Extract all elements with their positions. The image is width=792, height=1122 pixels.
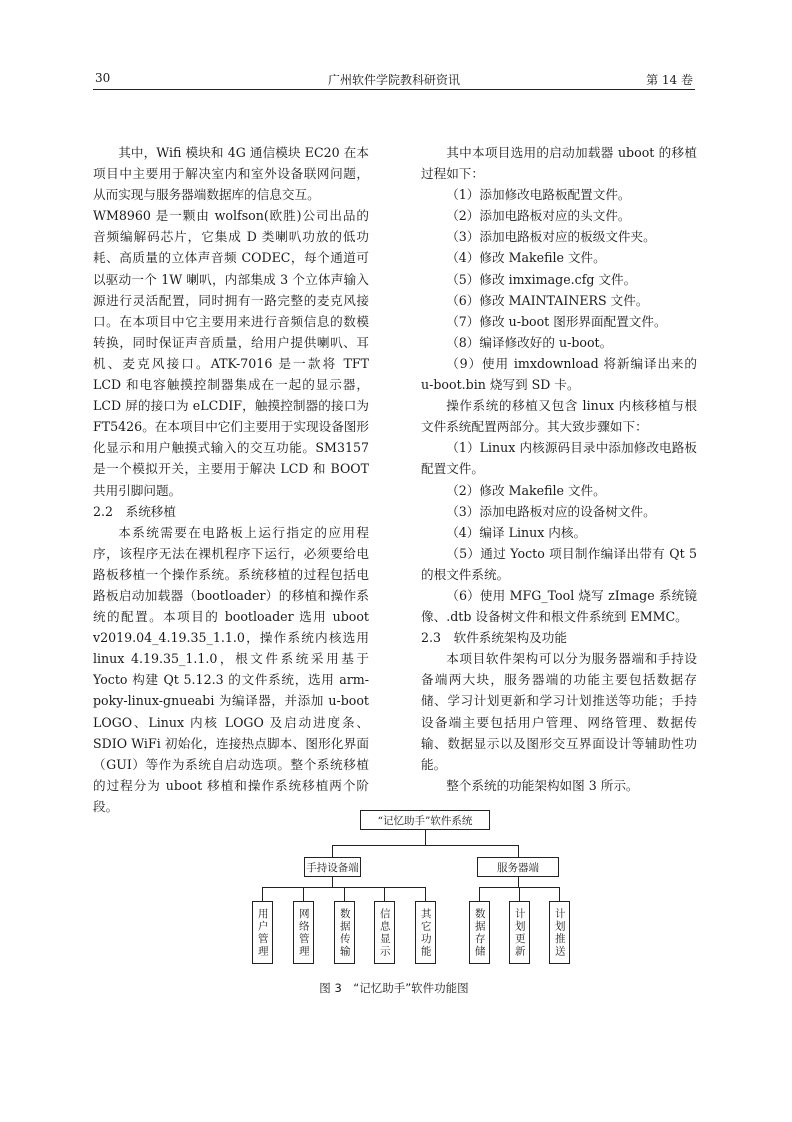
list-item: （2）修改 Makefile 文件。 bbox=[446, 482, 606, 498]
list-item: （1）添加修改电路板配置文件。 bbox=[446, 187, 631, 203]
node-network-management: 网络管理 bbox=[293, 901, 314, 964]
list-item: （1）Linux 内核源码目录中添加修改电路板配置文件。 bbox=[421, 440, 697, 477]
list-item: （8）编译修改好的 u-boot。 bbox=[446, 334, 613, 350]
list-item: （5）通过 Yocto 项目制作编译出带有 Qt 5 的根文件系统。 bbox=[421, 545, 697, 582]
list-item: （6）使用 MFG_Tool 烧写 zImage 系统镜像、.dtb 设备树文件和根文件系统到 EMMC。 bbox=[421, 587, 697, 625]
volume-label: 第 14 卷 bbox=[646, 73, 693, 87]
list-item: （4）修改 Makefile 文件。 bbox=[446, 250, 606, 266]
right-column bbox=[421, 142, 697, 796]
node-user-management: 用户管理 bbox=[252, 901, 273, 964]
architecture-diagram bbox=[220, 800, 600, 1000]
section-heading-2-2: 2.2 系统移植 bbox=[93, 503, 176, 519]
node-plan-update: 计划更新 bbox=[509, 901, 530, 964]
node-other-functions: 其它功能 bbox=[415, 901, 436, 964]
list-item: （5）修改 imximage.cfg 文件。 bbox=[446, 271, 637, 287]
list-item: （3）添加电路板对应的板级文件夹。 bbox=[446, 229, 656, 245]
node-root: “记忆助手”软件系统 bbox=[360, 810, 490, 830]
paragraph-wm8960: WM8960 是一颗由 wolfson(欧胜)公司出品的音频编解码芯片，它集成 D 类喇叭功放的低功耗、高质量的立体声音频 CODEC，每个通道可以驱动一个 1W 喇叭，内部集成 3 个立体声输入源进行灵活配置，同时拥有一路完整的麦克风接口。在本项目中它主要用来进行音频信息的数模转换，同时保证声音质量，给用户提供喇叭、耳机、麦克风接口。ATK-7016 是一款将 TFT LCD 和电容触摸控制器集成在一起的显示器，LCD 屏的接口为 eLCDIF，触摸控制器的接口为 FT5426。在本项目中它们主要用于实现设备图形化显示和用户触摸式输入的交互功能。SM3157 是一个模拟开关，主要用于解决 LCD 和 BOOT 共用引脚问题。 bbox=[93, 208, 369, 498]
paragraph-figure-ref: 整个系统的功能架构如图 3 所示。 bbox=[446, 777, 639, 793]
list-item: （6）修改 MAINTAINERS 文件。 bbox=[446, 292, 649, 308]
list-item: （4）编译 Linux 内核。 bbox=[446, 524, 587, 540]
node-handheld: 手持设备端 bbox=[304, 857, 361, 877]
node-info-display: 信息显示 bbox=[374, 901, 395, 964]
node-data-storage: 数据存储 bbox=[469, 901, 490, 964]
list-item: （9）使用 imxdownload 将新编译出来的 u-boot.bin 烧写到 SD 卡。 bbox=[421, 355, 697, 393]
page-number: 30 bbox=[95, 71, 111, 85]
paragraph-architecture: 本项目软件架构可以分为服务器端和手持设备端两大块，服务器端的功能主要包括数据存储、学习计划更新和学习计划推送等功能；手持设备端主要包括用户管理、网络管理、数据传输、数据显示以及图形交互界面设计等辅助性功能。 bbox=[421, 651, 697, 772]
section-heading-2-3: 2.3 软件系统架构及功能 bbox=[421, 630, 567, 646]
node-data-transfer: 数据传输 bbox=[334, 901, 355, 964]
paragraph-os-intro: 操作系统的移植又包含 linux 内核移植与根文件系统配置两部分。其大致步骤如下： bbox=[421, 398, 697, 435]
list-item: （2）添加电路板对应的头文件。 bbox=[446, 208, 631, 224]
list-item: （7）修改 u-boot 图形界面配置文件。 bbox=[446, 313, 667, 329]
paragraph-uboot-intro: 其中本项目选用的启动加载器 uboot 的移植过程如下： bbox=[421, 145, 697, 182]
figure-caption: 图 3 “记忆助手”软件功能图 bbox=[319, 981, 469, 995]
node-server: 服务器端 bbox=[477, 857, 559, 877]
journal-title: 广州软件学院教科研资讯 bbox=[327, 73, 460, 87]
paragraph-wifi: 其中，Wifi 模块和 4G 通信模块 EC20 在本项目中主要用于解决室内和室外设备联网问题，从而实现与服务器端数据库的信息交互。 bbox=[93, 145, 369, 203]
node-plan-push: 计划推送 bbox=[549, 901, 570, 964]
page-header bbox=[93, 67, 695, 90]
left-column bbox=[93, 142, 369, 817]
list-item: （3）添加电路板对应的设备树文件。 bbox=[446, 503, 656, 519]
paragraph-system-porting: 本系统需要在电路板上运行指定的应用程序，该程序无法在裸机程序下运行，必须要给电路板移植一个操作系统。系统移植的过程包括电路板启动加载器（bootloader）的移植和操作系统的配置。本项目的 bootloader 选用 uboot v2019.04_4.19.35_1.1.0，操作系统内核选用 linux 4.19.35_1.1.0，根文件系统采用基于 Yocto 构建 Qt 5.12.3 的文件系统，选用 arm-poky-linux-gnueabi 为编译器，并添加 u-boot LOGO、Linux 内核 LOGO 及启动进度条、SDIO WiFi 初始化，连接热点脚本、图形化界面（GUI）等作为系统自启动选项。整个系统移植的过程分为 uboot 移植和操作系统移植两个阶段。 bbox=[93, 524, 369, 814]
